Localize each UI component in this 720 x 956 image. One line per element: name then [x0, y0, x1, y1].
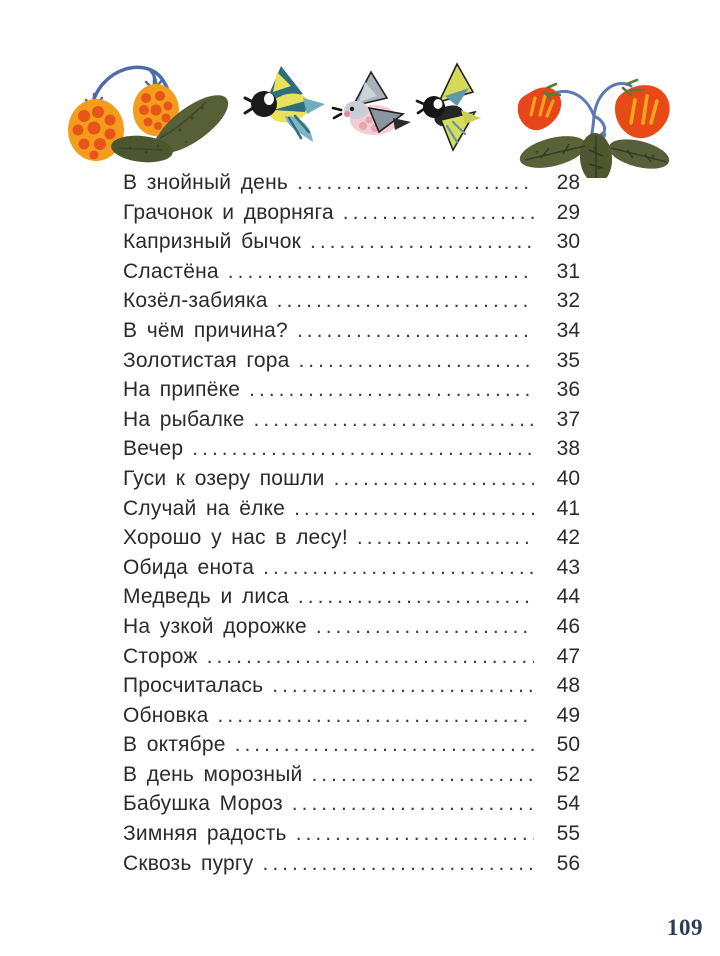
toc-dot-leader: [292, 789, 534, 819]
toc-row: [123, 316, 580, 346]
toc-row: [123, 789, 580, 819]
toc-row: [123, 346, 580, 376]
toc-page-number: 47: [556, 644, 580, 668]
toc-title: В знойный день: [123, 171, 289, 194]
toc-row: [123, 227, 580, 257]
toc-page-number: 44: [556, 585, 580, 609]
toc-title: В чём причина?: [123, 318, 288, 342]
raspberry-sprig-image: [50, 50, 240, 168]
toc-row: [123, 494, 580, 524]
toc-dot-leader: [207, 642, 534, 672]
toc-row: [123, 760, 580, 790]
toc-dot-leader: [311, 760, 534, 790]
toc-page-number: 49: [556, 703, 580, 727]
toc-row: [123, 612, 580, 642]
toc-page-number: 42: [556, 526, 580, 550]
toc-title: Грачонок и дворняга: [123, 200, 334, 224]
toc-dot-leader: [298, 346, 534, 376]
strawberry-illustration: [497, 56, 695, 178]
toc-dot-leader: [218, 701, 534, 731]
toc-title: На рыбалке: [123, 407, 245, 431]
toc-dot-leader: [334, 464, 534, 494]
toc-page-number: 46: [556, 614, 580, 638]
toc-row: [123, 464, 580, 494]
toc-dot-leader: [294, 494, 534, 524]
toc-page-number: 32: [556, 289, 580, 313]
toc-title: Бабушка Мороз: [123, 792, 283, 816]
toc-row: [123, 405, 580, 435]
toc-page-number: 50: [556, 733, 580, 757]
toc-title: В день морозный: [123, 762, 303, 786]
toc-title: Зимняя радость: [123, 822, 287, 846]
toc-row: [123, 434, 580, 464]
toc-row: [123, 257, 580, 287]
toc-title: На припёке: [123, 378, 241, 402]
toc-row: [123, 819, 580, 849]
toc-row: [123, 730, 580, 760]
toc-title: В октябре: [123, 733, 226, 757]
blue-tit-bird: [245, 66, 325, 142]
toc-page-number: 37: [556, 407, 580, 431]
toc-dot-leader: [263, 849, 535, 879]
toc-dot-leader: [235, 730, 534, 760]
toc-row: [123, 642, 580, 672]
toc-row: [123, 375, 580, 405]
toc-dot-leader: [297, 168, 534, 198]
toc-row: [123, 582, 580, 612]
toc-dot-leader: [249, 375, 534, 405]
toc-title: Вечер: [123, 437, 184, 461]
toc-page-number: 43: [556, 555, 580, 579]
pink-finch-bird: [333, 72, 411, 135]
toc-row: [123, 523, 580, 553]
toc-page-number: 56: [556, 851, 580, 875]
toc-row: [123, 701, 580, 731]
toc-page-number: 29: [556, 200, 580, 224]
toc-page-number: 30: [556, 230, 580, 254]
toc-page-number: 28: [556, 171, 580, 194]
toc-title: Сластёна: [123, 259, 219, 283]
toc-dot-leader: [263, 553, 534, 583]
toc-title: Сквозь пургу: [123, 851, 254, 875]
strawberry-sprig-image: [497, 56, 695, 178]
toc-dot-leader: [298, 582, 534, 612]
toc-page-number: 54: [556, 792, 580, 816]
birds-illustration: [243, 62, 485, 174]
three-flying-birds-image: [243, 62, 485, 174]
toc-dot-leader: [310, 227, 534, 257]
toc-title: Обновка: [123, 703, 209, 727]
toc-dot-leader: [192, 434, 534, 464]
toc-dot-leader: [357, 523, 534, 553]
yellow-tit-bird: [417, 64, 481, 150]
toc-title: Хорошо у нас в лесу!: [123, 526, 348, 550]
toc-row: [123, 671, 580, 701]
toc-row: [123, 198, 580, 228]
toc-title: Просчиталась: [123, 674, 264, 698]
toc-dot-leader: [316, 612, 534, 642]
toc-page-number: 41: [556, 496, 580, 520]
toc-title: Случай на ёлке: [123, 496, 286, 520]
toc-page-number: 55: [556, 822, 580, 846]
toc-dot-leader: [296, 819, 534, 849]
toc-dot-leader: [272, 671, 534, 701]
toc-title: Козёл-забияка: [123, 289, 268, 313]
toc-dot-leader: [228, 257, 534, 287]
toc-title: Обида енота: [123, 555, 255, 579]
toc-title: Капризный бычок: [123, 230, 302, 254]
toc-row: [123, 553, 580, 583]
toc-row: [123, 168, 580, 198]
toc-page-number: 52: [556, 762, 580, 786]
toc-page-number: 40: [556, 466, 580, 490]
toc-page-number: 36: [556, 378, 580, 402]
toc-page-number: 38: [556, 437, 580, 461]
toc-dot-leader: [297, 316, 534, 346]
toc-dot-leader: [277, 286, 534, 316]
toc-page-number: 31: [556, 259, 580, 283]
toc-title: Гуси к озеру пошли: [123, 466, 325, 490]
toc-title: Сторож: [123, 644, 198, 668]
toc-row: [123, 286, 580, 316]
folio-page-number: 109: [667, 915, 703, 940]
toc-page-number: 34: [556, 318, 580, 342]
toc-title: На узкой дорожке: [123, 614, 307, 638]
toc-dot-leader: [343, 198, 534, 228]
toc-row: [123, 849, 580, 879]
toc-page-number: 48: [556, 674, 580, 698]
toc-title: Медведь и лиса: [123, 585, 289, 609]
toc-page-number: 35: [556, 348, 580, 372]
toc-dot-leader: [254, 405, 534, 435]
toc-title: Золотистая гора: [123, 348, 290, 372]
toc-list: [123, 168, 580, 878]
raspberry-illustration: [50, 50, 240, 168]
